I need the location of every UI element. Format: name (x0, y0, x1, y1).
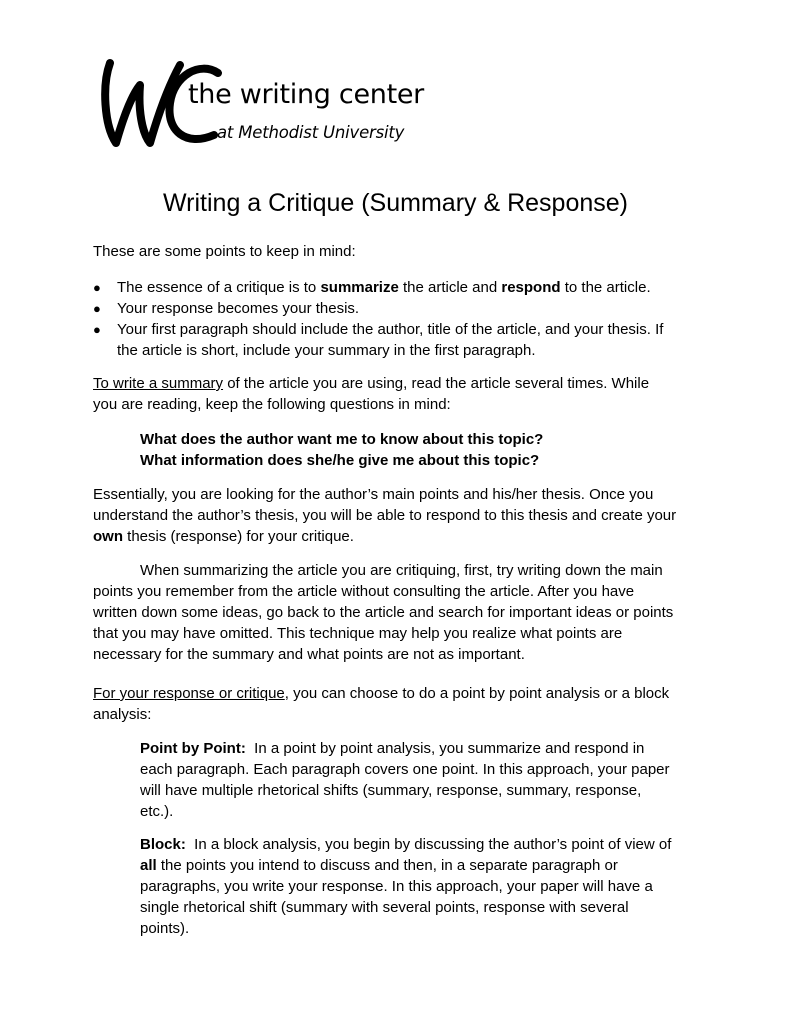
block-label: Block: (140, 836, 186, 853)
point-by-point-line-1: Point by Point: In a point by point analysis, you summarize and respond in (140, 740, 645, 757)
when-para-line-3: written down some ideas, go back to the article and search for important ideas or points (93, 604, 674, 621)
summary-para-line-2: you are reading, keep the following questions in mind: (93, 396, 451, 413)
response-link-text: For your response or critique (93, 685, 285, 702)
bullet-1: The essence of a critique is to summarize the article and respond to the article. (117, 279, 651, 296)
response-para-line-2: analysis: (93, 706, 152, 723)
when-para-line-2: points you remember from the article without consulting the article. After you have (93, 583, 635, 600)
point-by-point-line-4: etc.). (140, 803, 174, 820)
block-line-1: Block: In a block analysis, you begin by discussing the author’s point of view of (140, 836, 672, 853)
point-by-point-line-3: will have multiple rhetorical shifts (summary, response, summary, response, (140, 782, 642, 799)
when-para-line-5: necessary for the summary and what points are not as important. (93, 646, 525, 663)
writing-center-logo (96, 55, 424, 155)
bullet-2: Your response becomes your thesis. (117, 300, 360, 317)
page-title: Writing a Critique (Summary & Response) (163, 189, 628, 217)
logo-line-1: the writing center (188, 79, 424, 110)
block-line-4: single rhetorical shift (summary with several points, response with several (140, 899, 629, 916)
summary-link-text: To write a summary (93, 375, 224, 392)
intro-text: These are some points to keep in mind: (93, 243, 356, 260)
point-by-point-label: Point by Point: (140, 740, 246, 757)
block-line-3: paragraphs, you write your response. In this approach, your paper will have a (140, 878, 653, 895)
bullet-dot: ● (93, 301, 101, 316)
when-para-line-4: that you may have omitted. This technique may help you realize what points are (93, 625, 623, 642)
bullet-3-line-2: the article is short, include your summary in the first paragraph. (117, 342, 536, 359)
summary-para-line-1: To write a summary of the article you are using, read the article several times. While (93, 375, 650, 392)
block-line-5: points). (140, 920, 190, 937)
question-2: What information does she/he give me about this topic? (140, 452, 540, 469)
response-para-line-1: For your response or critique, you can choose to do a point by point analysis or a block (93, 685, 670, 702)
point-by-point-line-2: each paragraph. Each paragraph covers one point. In this approach, your paper (140, 761, 670, 778)
block-line-2: all the points you intend to discuss and then, in a separate paragraph or (140, 857, 618, 874)
bullet-dot: ● (93, 322, 101, 337)
question-1: What does the author want me to know about this topic? (140, 431, 544, 448)
essentially-line-2: understand the author’s thesis, you will be able to respond to this thesis and create your (93, 507, 677, 524)
when-para-line-1: When summarizing the article you are critiquing, first, try writing down the main (140, 562, 663, 579)
essentially-line-3: own thesis (response) for your critique. (93, 528, 354, 545)
bullet-dot: ● (93, 280, 101, 295)
bullet-3-line-1: Your first paragraph should include the author, title of the article, and your thesis. If (117, 321, 664, 338)
logo-line-2: at Methodist University (217, 123, 405, 142)
essentially-line-1: Essentially, you are looking for the author’s main points and his/her thesis. Once you (93, 486, 654, 503)
